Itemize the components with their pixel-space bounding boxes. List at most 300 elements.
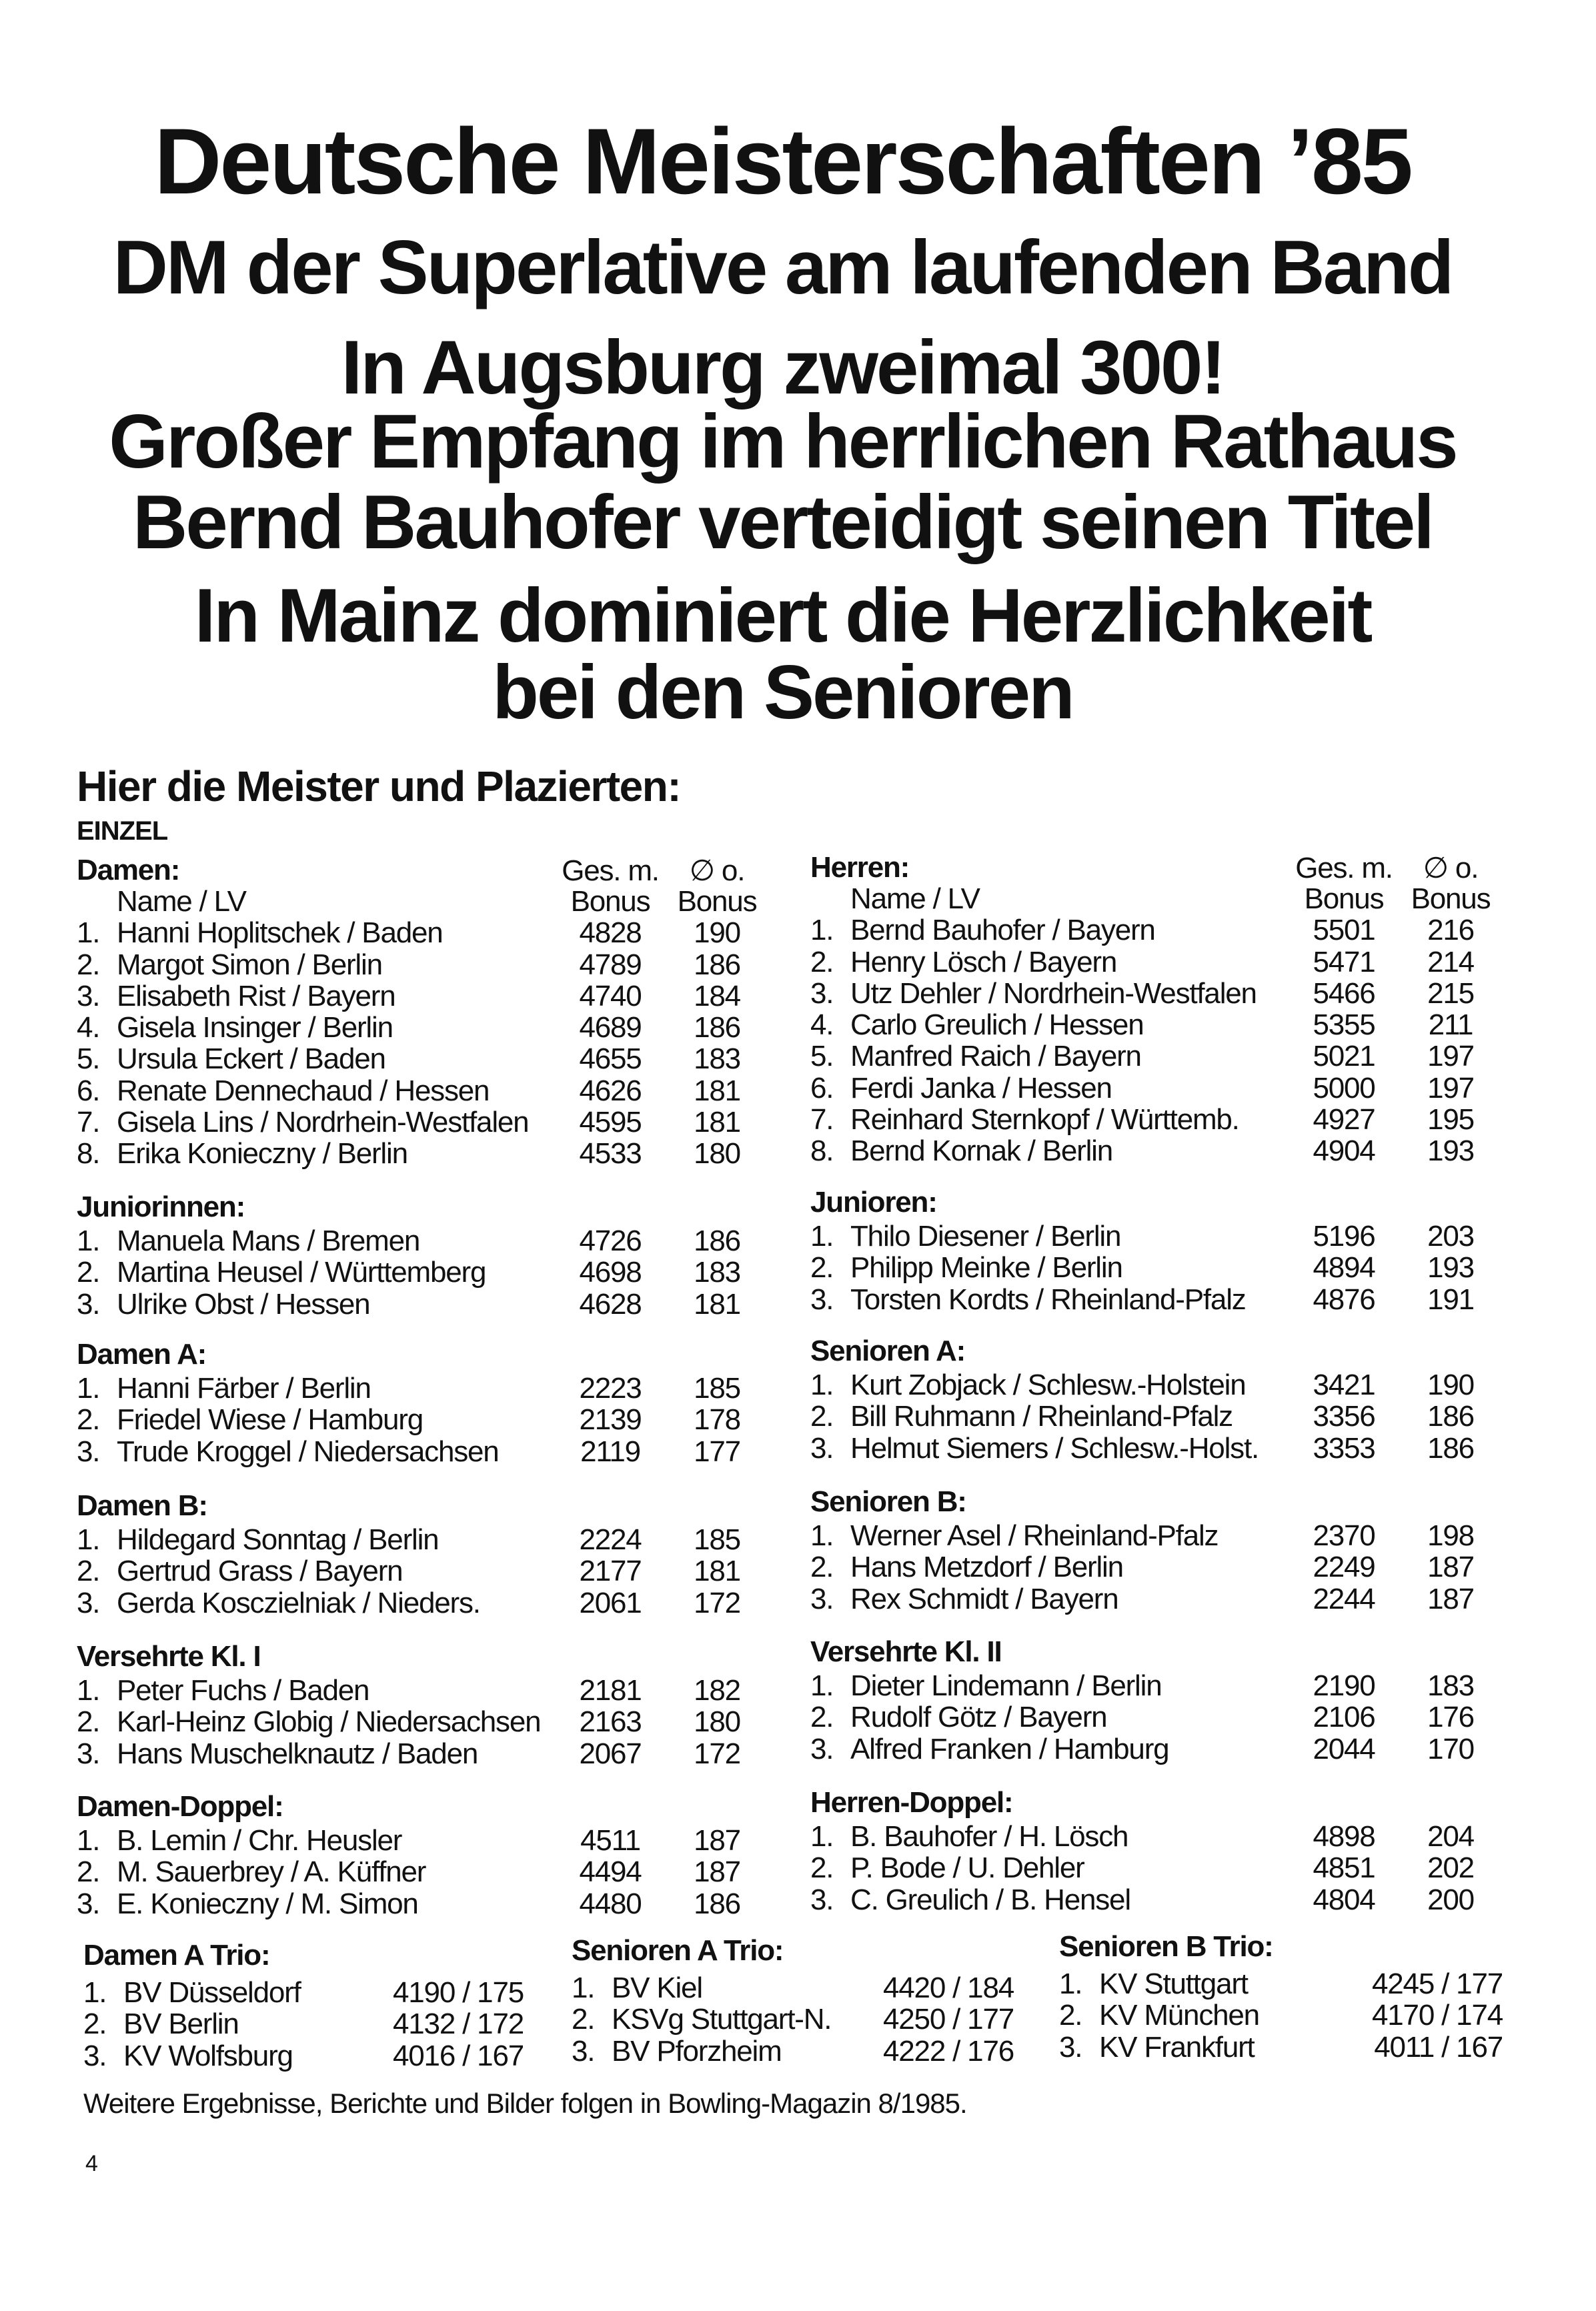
total-score: 2249 <box>1313 1551 1375 1584</box>
rank: 1. <box>83 1976 107 2009</box>
player-name: Kurt Zobjack / Schlesw.-Holstein <box>850 1369 1246 1401</box>
total-score: 2190 <box>1313 1669 1375 1702</box>
total-score: 4533 <box>579 1137 642 1171</box>
total-score: 4689 <box>579 1011 642 1044</box>
column-header-total-line2: Bonus <box>1304 882 1384 915</box>
rank: 1. <box>810 1220 834 1253</box>
table-row <box>810 1104 1511 1135</box>
trio-section <box>1059 1928 1503 2063</box>
player-name: Ulrike Obst / Hessen <box>117 1287 370 1321</box>
average-score: 177 <box>694 1435 740 1468</box>
column-header-average-line1: ∅ o. <box>1423 852 1479 884</box>
player-name: Torsten Kordts / Rheinland-Pfalz <box>850 1283 1246 1316</box>
table-row <box>810 1701 1511 1733</box>
total-score: 4480 <box>579 1887 642 1920</box>
player-name: Reinhard Sternkopf / Württemb. <box>850 1103 1239 1136</box>
column-header-name: Name / LV <box>117 885 246 918</box>
total-score: 4789 <box>579 948 642 981</box>
table-row <box>810 1009 1511 1040</box>
table-row <box>810 1821 1511 1852</box>
player-name: Hans Muschelknautz / Baden <box>117 1737 478 1770</box>
table-row <box>77 1075 777 1106</box>
player-name: Rex Schmidt / Bayern <box>850 1582 1118 1615</box>
rank: 4. <box>810 1008 834 1042</box>
club-name: KV Frankfurt <box>1099 2030 1255 2064</box>
rank: 3. <box>810 1582 834 1615</box>
player-name: Gertrud Grass / Bayern <box>117 1555 403 1588</box>
player-name: Bill Ruhmann / Rheinland-Pfalz <box>850 1400 1233 1433</box>
total-score: 4626 <box>579 1074 642 1107</box>
average-score: 211 <box>1428 1008 1473 1042</box>
trio-heading: Damen A Trio: <box>83 1939 270 1972</box>
table-row <box>83 1977 524 2008</box>
rank: 2. <box>810 1701 834 1734</box>
average-score: 183 <box>694 1042 740 1076</box>
table-row <box>810 1221 1511 1252</box>
total-score: 5355 <box>1313 1008 1375 1042</box>
table-row <box>1059 1968 1503 2000</box>
trio-score: 4170 / 174 <box>1372 1999 1503 2032</box>
player-name: Peter Fuchs / Baden <box>117 1674 369 1707</box>
section-heading: Versehrte Kl. II <box>810 1635 1002 1668</box>
trio-section <box>572 1932 1014 2067</box>
rank: 2. <box>810 945 834 978</box>
column-header-total-line1: Ges. m. <box>562 854 659 887</box>
rank: 8. <box>77 1137 100 1171</box>
table-row <box>810 1433 1511 1464</box>
rank: 2. <box>810 1400 834 1433</box>
results-section <box>77 1487 777 1619</box>
rank: 1. <box>810 1519 834 1552</box>
player-name: Trude Kroggel / Niedersachsen <box>117 1435 499 1468</box>
average-score: 183 <box>1427 1669 1474 1702</box>
club-name: KV Stuttgart <box>1099 1968 1248 2000</box>
results-section <box>810 1784 1511 1915</box>
total-score: 2244 <box>1313 1582 1375 1615</box>
table-row <box>77 1138 777 1169</box>
total-score: 2223 <box>579 1372 642 1405</box>
rank: 3. <box>77 1586 100 1619</box>
table-row <box>810 1884 1511 1915</box>
total-score: 2163 <box>579 1705 642 1739</box>
player-name: Carlo Greulich / Hessen <box>850 1008 1144 1042</box>
average-score: 187 <box>1427 1551 1474 1584</box>
average-score: 215 <box>1427 976 1474 1010</box>
player-name: Hildegard Sonntag / Berlin <box>117 1523 439 1556</box>
player-name: Renate Dennechaud / Hessen <box>117 1074 490 1107</box>
average-score: 195 <box>1427 1103 1474 1136</box>
table-row <box>77 1706 777 1737</box>
average-score: 183 <box>694 1256 740 1289</box>
total-score: 2139 <box>579 1403 642 1437</box>
player-name: Gisela Insinger / Berlin <box>117 1011 393 1044</box>
average-score: 178 <box>694 1403 740 1437</box>
player-name: Dieter Lindemann / Berlin <box>850 1669 1162 1702</box>
player-name: Friedel Wiese / Hamburg <box>117 1403 423 1437</box>
rank: 1. <box>810 1820 834 1853</box>
club-name: KV Wolfsburg <box>123 2039 293 2072</box>
table-row <box>83 2008 524 2040</box>
table-row <box>810 1852 1511 1883</box>
section-heading: Senioren B: <box>810 1485 966 1518</box>
average-score: 172 <box>694 1586 740 1619</box>
total-score: 4595 <box>579 1106 642 1139</box>
table-row <box>77 1856 777 1887</box>
total-score: 5000 <box>1313 1071 1375 1104</box>
total-score: 4726 <box>579 1225 642 1257</box>
column-header-average-line2: Bonus <box>677 885 757 918</box>
total-score: 3356 <box>1313 1400 1375 1433</box>
rank: 3. <box>810 1883 834 1916</box>
player-name: Hans Metzdorf / Berlin <box>850 1551 1123 1584</box>
section-heading: Junioren: <box>810 1186 937 1219</box>
results-section <box>810 1633 1511 1765</box>
table-row <box>810 978 1511 1009</box>
player-name: Thilo Diesener / Berlin <box>850 1220 1121 1253</box>
rank: 1. <box>810 1669 834 1702</box>
player-name: Manfred Raich / Bayern <box>850 1040 1141 1073</box>
club-name: KSVg Stuttgart-N. <box>612 2003 832 2036</box>
table-row <box>810 1670 1511 1701</box>
column-header-average-line2: Bonus <box>1411 882 1491 915</box>
club-name: BV Düsseldorf <box>123 1976 301 2009</box>
average-score: 182 <box>694 1674 740 1707</box>
table-row <box>572 1972 1014 2004</box>
results-section <box>77 1336 777 1467</box>
average-score: 181 <box>694 1106 740 1139</box>
total-score: 2177 <box>579 1555 642 1588</box>
rank: 1. <box>77 1824 100 1857</box>
average-score: 203 <box>1427 1220 1474 1253</box>
player-name: P. Bode / U. Dehler <box>850 1851 1084 1885</box>
section-heading: Damen A: <box>77 1338 207 1371</box>
club-name: BV Kiel <box>612 1972 702 2004</box>
section-heading: Damen-Doppel: <box>77 1790 283 1823</box>
rank: 2. <box>1059 1999 1082 2032</box>
headline-2: DM der Superlative am laufenden Band <box>113 225 1453 310</box>
rank: 1. <box>810 1369 834 1401</box>
section-heading: Juniorinnen: <box>77 1191 245 1223</box>
table-row <box>77 1888 777 1919</box>
results-section <box>77 855 777 1170</box>
average-score: 176 <box>1427 1701 1474 1734</box>
rank: 3. <box>83 2039 107 2072</box>
table-row <box>77 1404 777 1435</box>
rank: 2. <box>810 1851 834 1885</box>
player-name: E. Konieczny / M. Simon <box>117 1887 418 1920</box>
club-name: KV München <box>1099 1999 1259 2032</box>
average-score: 187 <box>694 1855 740 1889</box>
player-name: Erika Konieczny / Berlin <box>117 1137 408 1171</box>
player-name: Karl-Heinz Globig / Niedersachsen <box>117 1705 541 1739</box>
player-name: Alfred Franken / Hamburg <box>850 1732 1169 1765</box>
table-row <box>77 1106 777 1138</box>
trio-score: 4132 / 172 <box>393 2008 524 2041</box>
average-score: 186 <box>694 948 740 981</box>
rank: 1. <box>77 1523 100 1556</box>
average-score: 197 <box>1427 1071 1474 1104</box>
total-score: 4898 <box>1313 1820 1375 1853</box>
rank: 3. <box>810 1732 834 1765</box>
rank: 3. <box>77 979 100 1012</box>
total-score: 2224 <box>579 1523 642 1556</box>
player-name: Werner Asel / Rheinland-Pfalz <box>850 1519 1219 1552</box>
section-heading: Damen B: <box>77 1489 207 1522</box>
table-row <box>810 1733 1511 1765</box>
rank: 2. <box>572 2003 595 2036</box>
average-score: 193 <box>1427 1134 1474 1168</box>
total-score: 2370 <box>1313 1519 1375 1552</box>
rank: 1. <box>77 1372 100 1405</box>
total-score: 4628 <box>579 1287 642 1321</box>
rank: 2. <box>77 1555 100 1588</box>
total-score: 2119 <box>580 1435 640 1468</box>
section-heading: Herren: <box>810 851 910 884</box>
total-score: 5501 <box>1313 914 1375 947</box>
player-name: Bernd Bauhofer / Bayern <box>850 914 1155 947</box>
total-score: 5466 <box>1313 976 1375 1010</box>
section-heading: Senioren A: <box>810 1335 966 1367</box>
total-score: 5471 <box>1313 945 1375 978</box>
table-row <box>77 1825 777 1856</box>
table-row <box>77 1524 777 1555</box>
rank: 6. <box>77 1074 100 1107</box>
player-name: Utz Dehler / Nordrhein-Westfalen <box>850 976 1257 1010</box>
average-score: 186 <box>694 1225 740 1257</box>
rank: 5. <box>77 1042 100 1076</box>
table-row <box>810 1252 1511 1283</box>
average-score: 181 <box>694 1074 740 1107</box>
table-row <box>77 1738 777 1769</box>
headline-7: bei den Senioren <box>492 650 1073 735</box>
total-score: 4828 <box>579 916 642 950</box>
table-row <box>77 1675 777 1706</box>
average-score: 187 <box>1427 1582 1474 1615</box>
average-score: 187 <box>694 1824 740 1857</box>
headline-5: Bernd Bauhofer verteidigt seinen Titel <box>133 480 1433 565</box>
rank: 3. <box>77 1287 100 1321</box>
trio-score: 4190 / 175 <box>393 1976 524 2009</box>
player-name: Hanni Färber / Berlin <box>117 1372 371 1405</box>
average-score: 198 <box>1427 1519 1474 1552</box>
rank: 3. <box>810 1431 834 1465</box>
rank: 7. <box>77 1106 100 1139</box>
average-score: 184 <box>694 979 740 1012</box>
player-name: Ursula Eckert / Baden <box>117 1042 385 1076</box>
section-heading: Herren-Doppel: <box>810 1786 1013 1819</box>
rank: 1. <box>77 1674 100 1707</box>
table-row <box>1059 2000 1503 2031</box>
average-score: 181 <box>694 1287 740 1321</box>
player-name: Philipp Meinke / Berlin <box>850 1251 1122 1285</box>
table-row <box>810 914 1511 946</box>
total-score: 2044 <box>1313 1732 1375 1765</box>
rank: 4. <box>77 1011 100 1044</box>
table-row <box>810 1284 1511 1315</box>
average-score: 193 <box>1427 1251 1474 1285</box>
trio-score: 4011 / 167 <box>1374 2030 1503 2064</box>
results-section <box>810 1483 1511 1615</box>
rank: 3. <box>810 1283 834 1316</box>
total-score: 4740 <box>579 979 642 1012</box>
column-header-total-line1: Ges. m. <box>1295 852 1393 884</box>
average-score: 186 <box>694 1011 740 1044</box>
player-name: Martina Heusel / Württemberg <box>117 1256 486 1289</box>
footer-note: Weitere Ergebnisse, Berichte und Bilder folgen in Bowling-Magazin 8/1985. <box>83 2088 967 2119</box>
table-row <box>77 1436 777 1467</box>
player-name: Rudolf Götz / Bayern <box>850 1701 1107 1734</box>
player-name: Helmut Siemers / Schlesw.-Holst. <box>850 1431 1259 1465</box>
rank: 2. <box>77 1855 100 1889</box>
section-title: Hier die Meister und Plazierten: <box>77 762 681 810</box>
table-row <box>77 1225 777 1257</box>
player-name: Gisela Lins / Nordrhein-Westfalen <box>117 1106 529 1139</box>
table-row <box>810 1551 1511 1583</box>
total-score: 4804 <box>1313 1883 1375 1916</box>
table-row <box>810 1520 1511 1551</box>
rank: 5. <box>810 1040 834 1073</box>
table-row <box>77 1012 777 1043</box>
total-score: 4904 <box>1313 1134 1375 1168</box>
table-row <box>77 1289 777 1320</box>
table-row <box>810 1135 1511 1167</box>
headline-6: In Mainz dominiert die Herzlichkeit <box>194 574 1371 658</box>
rank: 1. <box>572 1972 595 2004</box>
player-name: Elisabeth Rist / Bayern <box>117 979 395 1012</box>
section-heading: Versehrte Kl. I <box>77 1640 261 1673</box>
results-section <box>810 1184 1511 1315</box>
table-row <box>77 1043 777 1074</box>
table-row <box>77 1373 777 1404</box>
rank: 3. <box>810 976 834 1010</box>
rank: 3. <box>77 1435 100 1468</box>
table-row <box>810 1583 1511 1615</box>
table-row <box>572 2036 1014 2067</box>
table-row <box>572 2004 1014 2035</box>
rank: 1. <box>810 914 834 947</box>
results-section <box>77 1638 777 1769</box>
average-score: 197 <box>1427 1040 1474 1073</box>
table-row <box>810 1040 1511 1072</box>
table-row <box>810 1369 1511 1401</box>
trio-score: 4222 / 176 <box>883 2034 1014 2068</box>
average-score: 202 <box>1427 1851 1474 1885</box>
total-score: 4655 <box>579 1042 642 1076</box>
total-score: 4494 <box>579 1855 642 1889</box>
trio-section <box>83 1937 524 2072</box>
total-score: 4511 <box>580 1824 640 1857</box>
table-row <box>77 980 777 1012</box>
average-score: 204 <box>1427 1820 1474 1853</box>
total-score: 5196 <box>1313 1220 1375 1253</box>
average-score: 214 <box>1427 945 1474 978</box>
player-name: Ferdi Janka / Hessen <box>850 1071 1112 1104</box>
rank: 6. <box>810 1071 834 1104</box>
rank: 1. <box>77 1225 100 1257</box>
table-row <box>77 1257 777 1288</box>
average-score: 170 <box>1427 1732 1474 1765</box>
total-score: 4851 <box>1313 1851 1375 1885</box>
player-name: C. Greulich / B. Hensel <box>850 1883 1130 1916</box>
total-score: 4894 <box>1313 1251 1375 1285</box>
total-score: 4876 <box>1313 1283 1375 1316</box>
player-name: M. Sauerbrey / A. Küffner <box>117 1855 426 1889</box>
rank: 3. <box>572 2034 595 2068</box>
average-score: 190 <box>694 916 740 950</box>
rank: 2. <box>77 1403 100 1437</box>
average-score: 172 <box>694 1737 740 1770</box>
player-name: Henry Lösch / Bayern <box>850 945 1117 978</box>
average-score: 186 <box>1427 1431 1474 1465</box>
table-row <box>810 946 1511 978</box>
average-score: 186 <box>1427 1400 1474 1433</box>
table-row <box>77 1587 777 1619</box>
total-score: 2106 <box>1313 1701 1375 1734</box>
average-score: 216 <box>1427 914 1474 947</box>
total-score: 2181 <box>579 1674 642 1707</box>
results-section <box>810 852 1511 1167</box>
trio-score: 4420 / 184 <box>883 1972 1014 2004</box>
player-name: Manuela Mans / Bremen <box>117 1225 420 1257</box>
trio-heading: Senioren A Trio: <box>572 1934 784 1967</box>
player-name: B. Lemin / Chr. Heusler <box>117 1824 402 1857</box>
rank: 2. <box>810 1251 834 1285</box>
section-heading: Damen: <box>77 854 180 886</box>
player-name: Gerda Kosczielniak / Nieders. <box>117 1586 480 1619</box>
table-row <box>1059 2032 1503 2063</box>
table-row <box>77 1555 777 1587</box>
player-name: Hanni Hoplitschek / Baden <box>117 916 443 950</box>
rank: 2. <box>810 1551 834 1584</box>
total-score: 3421 <box>1313 1369 1375 1401</box>
rank: 1. <box>1059 1968 1082 2000</box>
rank: 8. <box>810 1134 834 1168</box>
player-name: B. Bauhofer / H. Lösch <box>850 1820 1128 1853</box>
rank: 2. <box>77 1256 100 1289</box>
results-section <box>77 1788 777 1919</box>
average-score: 185 <box>694 1523 740 1556</box>
club-name: BV Pforzheim <box>612 2034 782 2068</box>
column-header-total-line2: Bonus <box>570 885 650 918</box>
headline-1: Deutsche Meisterschaften ’85 <box>154 109 1411 213</box>
total-score: 4927 <box>1313 1103 1375 1136</box>
rank: 2. <box>77 948 100 981</box>
average-score: 191 <box>1427 1283 1474 1316</box>
results-section <box>810 1333 1511 1464</box>
player-name: Bernd Kornak / Berlin <box>850 1134 1113 1168</box>
average-score: 200 <box>1427 1883 1474 1916</box>
rank: 3. <box>1059 2030 1082 2064</box>
einzel-label: EINZEL <box>77 816 168 846</box>
rank: 2. <box>83 2008 107 2041</box>
headline-4: Großer Empfang im herrlichen Rathaus <box>109 400 1457 484</box>
rank: 1. <box>77 916 100 950</box>
table-row <box>810 1072 1511 1104</box>
rank: 3. <box>77 1887 100 1920</box>
trio-score: 4250 / 177 <box>883 2003 1014 2036</box>
trio-heading: Senioren B Trio: <box>1059 1930 1273 1963</box>
average-score: 185 <box>694 1372 740 1405</box>
total-score: 2067 <box>579 1737 642 1770</box>
rank: 7. <box>810 1103 834 1136</box>
total-score: 5021 <box>1313 1040 1375 1073</box>
table-row <box>77 917 777 948</box>
average-score: 180 <box>694 1137 740 1171</box>
average-score: 190 <box>1427 1369 1474 1401</box>
player-name: Margot Simon / Berlin <box>117 948 382 981</box>
headline-3: In Augsburg zweimal 300! <box>341 325 1225 410</box>
trio-score: 4016 / 167 <box>393 2039 524 2072</box>
